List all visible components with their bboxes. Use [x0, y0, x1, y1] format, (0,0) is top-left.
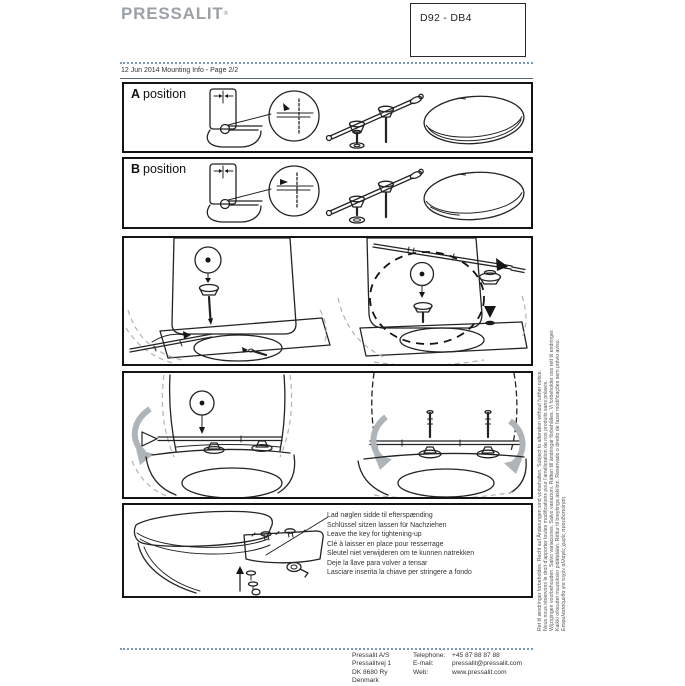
panel-a-word: position	[143, 87, 187, 101]
key-parts-and-arrow	[236, 566, 260, 595]
footer-phone-number: +45 87 88 87 88	[452, 652, 500, 659]
disclaimer-line: Ret til ændringer forbeholdes. Recht auf Änderungen sind vorbehalten. Subject to alteration without further notice.	[537, 370, 543, 631]
doc-info-underline	[120, 78, 533, 79]
panel-leave-key	[122, 503, 533, 598]
footer-address	[352, 652, 391, 686]
panel-b-letter: B	[131, 162, 141, 176]
disclaimer-line: Wijzigingen voorbehouden. Salvo variaciones. Salvo variazioni. Rätten till ändringar förbehålles. Vi forbeholder oss rett til endringer.	[549, 329, 556, 631]
footer-label-telephone: Telephone:	[413, 652, 446, 659]
seat-lid	[422, 169, 525, 223]
footer-contact-labels	[413, 652, 445, 677]
panel-slide-bar	[122, 371, 533, 499]
instruction-line-de: Schlüssel sitzen lassen für Nachziehen	[327, 521, 447, 529]
disclaimer-line: Kaikki oikeudet muutoksiin pidätetään. Réttur til breytinga áskilinn. Reservado o direito de fazer modificações sem prévio aviso.	[555, 338, 562, 631]
product-code: D92 - DB4	[420, 12, 472, 24]
footer-company: Pressalit A/S	[352, 652, 390, 659]
instruction-line-it: Lasciare inserita la chiave per stringere a fondo	[327, 569, 472, 576]
instruction-line-da: Lad nøglen sidde til efterspænding	[327, 512, 433, 519]
header-dotted-separator	[120, 62, 533, 64]
footer-label-web: Web:	[413, 668, 429, 676]
logo-text: PRESSALIT	[121, 4, 224, 23]
footer-city: DK 8680 Ry	[352, 668, 388, 676]
tightening-key	[287, 563, 308, 578]
doc-info: 12 Jun 2014 Mounting Info - Page 2/2	[121, 67, 239, 74]
panel-b-label	[131, 162, 186, 176]
instruction-line-nl: Sleutel niet verwijderen om te kunnen natrekken	[327, 550, 475, 557]
footer-dotted-separator	[120, 648, 533, 650]
instruction-text-block	[327, 511, 474, 578]
hinge-rod-assembly	[327, 169, 424, 223]
footer-label-email: E-mail:	[413, 660, 434, 668]
panel-insert-pins	[122, 236, 533, 366]
right-cistern-top-view	[338, 238, 527, 364]
disclaimer-line: Επιφυλασσόμεθα για τυχόν αλλαγές χωρίς προειδοποίηση.	[561, 495, 568, 631]
instruction-line-fr: Clé à laisser en place pour resserrage	[327, 540, 444, 548]
magnifier-detail	[269, 91, 319, 141]
footer-email-address: pressalit@pressalit.com	[452, 660, 523, 668]
instruction-line-en: Leave the key for tightening-up	[327, 531, 422, 538]
product-code-box	[410, 3, 526, 57]
right-bar-tightening	[358, 373, 526, 497]
toilet-side-view	[207, 164, 271, 222]
panel-b-word: position	[143, 162, 187, 176]
panel-a-position	[122, 82, 533, 153]
vertical-disclaimer	[537, 217, 567, 631]
footer-website: www.pressalit.com	[452, 668, 507, 676]
left-cistern-top-view	[126, 238, 330, 364]
registered-mark-icon: ®	[223, 11, 229, 17]
leader-line	[266, 517, 328, 555]
magnifier-detail	[269, 166, 319, 216]
closed-seat-three-quarter-view	[134, 511, 323, 593]
footer-street: Pressalitvej 1	[352, 660, 392, 668]
footer-contact-values	[452, 652, 522, 677]
instruction-line-es: Deje la llave para volver a tensar	[327, 559, 428, 567]
toilet-side-view	[207, 89, 271, 147]
panel-b-position	[122, 157, 533, 229]
footer-country: Denmark	[352, 677, 379, 685]
disclaimer-line: Nous nous réservons le droit d'apporter toutes modifications pour l'amélioration de nos produits sans préavis.	[543, 380, 550, 631]
hinge-rod-assembly	[327, 94, 424, 148]
pressalit-logo	[121, 4, 228, 24]
seat-lid	[422, 93, 525, 147]
panel-a-letter: A	[131, 87, 141, 101]
panel-slide-bar-illustration	[124, 373, 531, 497]
left-bar-insertion	[132, 375, 295, 497]
panel-a-label	[131, 87, 186, 101]
panel-insert-pins-illustration	[124, 238, 531, 364]
